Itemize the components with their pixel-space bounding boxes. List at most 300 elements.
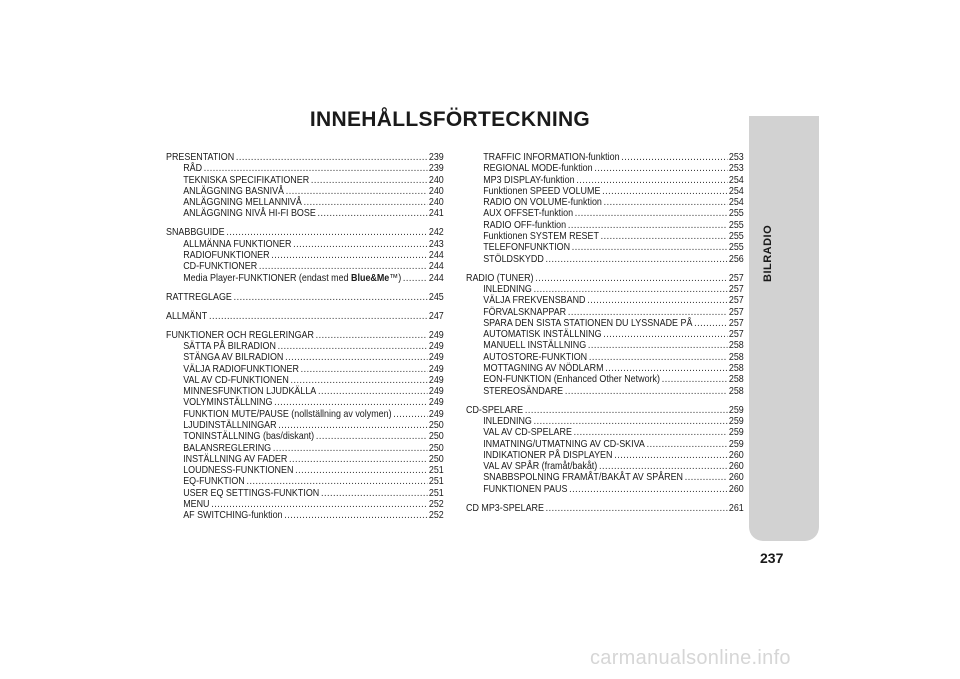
toc-entry-text: EQ-FUNKTION [183, 476, 245, 488]
toc-entry-text: TRAFFIC INFORMATION-funktion [483, 152, 620, 163]
toc-entry-text: VAL AV SPÅR (framåt/bakåt) [483, 461, 598, 473]
toc-entry[interactable] [166, 510, 444, 521]
toc-entry-text: VAL AV CD-SPELARE [483, 427, 572, 439]
toc-entry-text: AF SWITCHING-funktion [183, 510, 283, 522]
toc-entry[interactable] [166, 352, 444, 363]
toc-leader-dots [587, 295, 727, 306]
toc-gap [466, 397, 744, 405]
toc-entry-page: 255 [728, 242, 744, 254]
toc-leader-dots [289, 454, 427, 465]
toc-entry-text: STEREOSÄNDARE [483, 385, 564, 397]
toc-entry-label [183, 273, 401, 284]
toc-entry-page: 250 [428, 419, 444, 431]
toc-entry-text: CD-SPELARE [466, 404, 524, 416]
toc-entry-label [183, 476, 245, 487]
page-number: 237 [760, 550, 784, 566]
toc-entry[interactable] [466, 273, 744, 284]
toc-entry-text: INSTÄLLNING AV FADER [183, 453, 288, 465]
toc-entry[interactable] [466, 197, 744, 208]
toc-entry-page: 259 [728, 415, 744, 427]
toc-entry-page: 257 [728, 295, 744, 307]
toc-entry-text: MENU [183, 499, 210, 511]
toc-leader-dots [599, 461, 727, 472]
toc-leader-dots [525, 405, 727, 416]
toc-leader-dots [278, 341, 428, 352]
page-title: INNEHÅLLSFÖRTECKNING [309, 108, 591, 131]
toc-entry-text: TONINSTÄLLNING (bas/diskant) [183, 431, 315, 443]
toc-entry-text: RADIO OFF-funktion [483, 219, 567, 231]
toc-entry[interactable] [466, 295, 744, 306]
toc-entry-text: VAL AV CD-FUNKTIONEN [183, 374, 289, 386]
toc-entry[interactable] [166, 152, 444, 163]
toc-entry-text: SNABBGUIDE [166, 227, 225, 239]
toc-entry-page: 259 [728, 427, 744, 439]
toc-entry-page: 258 [728, 363, 744, 375]
toc-entry-label [183, 197, 302, 208]
toc-leader-dots [534, 284, 728, 295]
toc-entry[interactable] [466, 405, 744, 416]
toc-entry-text: PRESENTATION [166, 152, 235, 163]
toc-entry-label [183, 208, 316, 219]
toc-entry-page: 250 [428, 442, 444, 454]
toc-entry-page: 249 [428, 363, 444, 375]
toc-entry[interactable] [166, 273, 444, 284]
toc-entry[interactable] [166, 488, 444, 499]
toc-entry-page: 251 [428, 465, 444, 477]
toc-leader-dots [605, 363, 727, 374]
toc-entry-label [483, 220, 566, 231]
toc-leader-dots [546, 503, 727, 514]
toc-entry[interactable] [466, 208, 744, 219]
toc-entry[interactable] [166, 175, 444, 186]
toc-leader-dots [614, 450, 727, 461]
toc-entry-label [483, 363, 603, 374]
toc-leader-dots [318, 386, 427, 397]
toc-entry-label [483, 318, 692, 329]
toc-entry[interactable] [466, 416, 744, 427]
toc-entry-label [483, 329, 601, 340]
toc-entry-suffix: ™) [389, 272, 402, 284]
toc-entry-label [183, 364, 299, 375]
toc-entry-label [483, 186, 600, 197]
toc-entry[interactable] [466, 152, 744, 163]
toc-leader-dots [576, 175, 727, 186]
toc-entry[interactable] [466, 340, 744, 351]
toc-entry[interactable] [466, 427, 744, 438]
toc-entry-label [483, 450, 612, 461]
toc-leader-dots [574, 427, 727, 438]
toc-entry-page: 251 [428, 476, 444, 488]
toc-entry-page: 257 [728, 317, 744, 329]
toc-entry-text: RADIO (TUNER) [466, 272, 534, 284]
toc-entry-text: ALLMÄNT [166, 310, 208, 322]
toc-entry-page: 249 [428, 329, 444, 341]
toc-entry[interactable] [466, 231, 744, 242]
section-tab [749, 116, 819, 541]
toc-entry-label [466, 273, 534, 284]
toc-entry[interactable] [166, 364, 444, 375]
toc-entry-text: FÖRVALSKNAPPAR [483, 306, 567, 318]
toc-entry-page: 258 [728, 351, 744, 363]
toc-entry[interactable] [466, 220, 744, 231]
toc-entry-label [466, 503, 544, 514]
toc-leader-dots [286, 186, 427, 197]
toc-entry[interactable] [466, 386, 744, 397]
toc-leader-dots [246, 476, 427, 487]
toc-entry[interactable] [166, 454, 444, 465]
toc-entry-label [483, 374, 660, 385]
toc-entry[interactable] [466, 374, 744, 385]
toc-entry-label [483, 284, 532, 295]
toc-leader-dots [534, 416, 728, 427]
toc-entry-label [166, 311, 207, 322]
toc-entry-text: STÄNGA AV BILRADION [183, 352, 284, 364]
toc-entry[interactable] [466, 503, 744, 514]
toc-entry-text: INDIKATIONER PÅ DISPLAYEN [483, 449, 613, 461]
toc-leader-dots [316, 330, 427, 341]
toc-gap [466, 265, 744, 273]
toc-entry-page: 259 [728, 404, 744, 416]
toc-entry-page: 257 [728, 306, 744, 318]
toc-entry-text: AUX OFFSET-funktion [483, 208, 574, 220]
toc-entry-text: AUTOMATISK INSTÄLLNING [483, 329, 602, 341]
toc-entry-page: 260 [728, 461, 744, 473]
toc-entry-page: 258 [728, 340, 744, 352]
toc-entry-text: SPARA DEN SISTA STATIONEN DU LYSSNADE PÅ [483, 317, 693, 329]
toc-entry-page: 244 [428, 261, 444, 273]
toc-entry[interactable] [466, 284, 744, 295]
toc-leader-dots [293, 239, 427, 250]
toc-entry-text: USER EQ SETTINGS-FUNKTION [183, 487, 320, 499]
toc-entry-page: 253 [728, 152, 744, 163]
toc-entry-label [483, 386, 563, 397]
toc-entry-page: 250 [428, 453, 444, 465]
toc-entry-page: 259 [728, 438, 744, 450]
toc-entry-label [483, 461, 597, 472]
toc-leader-dots [311, 175, 427, 186]
toc-gap [466, 495, 744, 503]
toc-entry-brand: Blue&Me [351, 272, 390, 284]
toc-entry-label [183, 510, 282, 521]
toc-entry-text: Media Player-FUNKTIONER (endast med [183, 272, 352, 284]
toc-entry[interactable] [166, 420, 444, 431]
toc-entry-label [466, 405, 523, 416]
toc-entry[interactable] [166, 431, 444, 442]
toc-entry-page: 261 [728, 502, 744, 514]
toc-leader-dots [316, 431, 427, 442]
toc-entry-label [183, 465, 293, 476]
toc-entry[interactable] [166, 341, 444, 352]
toc-entry-text: FUNKTIONEN PAUS [483, 483, 568, 495]
toc-leader-dots [271, 250, 427, 261]
toc-leader-dots [403, 273, 427, 284]
toc-entry-label [483, 197, 602, 208]
toc-entry-page: 240 [428, 174, 444, 186]
toc-entry-page: 254 [728, 174, 744, 186]
toc-entry-label [483, 484, 567, 495]
toc-entry-label [183, 443, 271, 454]
toc-leader-dots [588, 340, 727, 351]
toc-entry-text: SÄTTA PÅ BILRADION [183, 340, 276, 352]
toc-leader-dots [321, 488, 427, 499]
toc-entry-text: VÄLJA RADIOFUNKTIONER [183, 363, 299, 375]
toc-leader-dots [273, 443, 427, 454]
toc-leader-dots [393, 409, 427, 420]
toc-entry-page: 258 [728, 374, 744, 386]
toc-leader-dots [278, 420, 427, 431]
toc-entry-page: 260 [728, 449, 744, 461]
toc-entry-label [166, 292, 232, 303]
watermark: carmanualsonline.info [590, 647, 791, 669]
toc-entry-page: 249 [428, 408, 444, 420]
toc-entry-page: 260 [728, 472, 744, 484]
toc-entry[interactable] [166, 443, 444, 454]
toc-leader-dots [295, 465, 427, 476]
toc-entry-text: RATTREGLAGE [166, 291, 232, 303]
toc-leader-dots [572, 242, 727, 253]
toc-entry-text: EON-FUNKTION (Enhanced Other Network) [483, 374, 660, 386]
toc-entry[interactable] [166, 499, 444, 510]
toc-entry-text: MOTTAGNING AV NÖDLARM [483, 363, 604, 375]
toc-entry[interactable] [166, 375, 444, 386]
toc-entry-page: 249 [428, 340, 444, 352]
toc-entry[interactable] [166, 409, 444, 420]
toc-leader-dots [236, 152, 427, 163]
toc-entry-label [166, 227, 225, 238]
toc-entry-text: ANLÄGGNING MELLANNIVÅ [183, 197, 302, 209]
toc-entry-page: 257 [728, 329, 744, 341]
toc-entry-page: 249 [428, 352, 444, 364]
toc-entry-label [483, 427, 572, 438]
toc-entry-text: BALANSREGLERING [183, 442, 272, 454]
toc-entry-label [483, 242, 570, 253]
toc-entry[interactable] [466, 186, 744, 197]
toc-entry-page: 240 [428, 197, 444, 209]
toc-entry-text: INMATNING/UTMATNING AV CD-SKIVA [483, 438, 645, 450]
toc-leader-dots [204, 163, 427, 174]
toc-entry[interactable] [166, 197, 444, 208]
toc-entry-page: 241 [428, 208, 444, 220]
toc-entry-page: 260 [728, 483, 744, 495]
toc-leader-dots [317, 208, 427, 219]
toc-entry-page: 252 [428, 510, 444, 522]
toc-leader-dots [685, 472, 727, 483]
toc-entry-label [483, 175, 574, 186]
toc-entry-page: 255 [728, 231, 744, 243]
toc-entry-text: STÖLDSKYDD [483, 253, 544, 265]
toc-entry-label [183, 454, 287, 465]
toc-entry-page: 258 [728, 385, 744, 397]
toc-entry-text: VOLYMINSTÄLLNING [183, 397, 273, 409]
toc-leader-dots [211, 499, 427, 510]
toc-entry-page: 257 [728, 283, 744, 295]
toc-leader-dots [259, 261, 427, 272]
toc-entry-label [183, 420, 276, 431]
toc-entry[interactable] [166, 386, 444, 397]
toc-entry[interactable] [466, 450, 744, 461]
toc-entry[interactable] [466, 318, 744, 329]
toc-leader-dots [594, 163, 727, 174]
toc-entry[interactable] [166, 163, 444, 174]
toc-entry-text: RADIOFUNKTIONER [183, 250, 270, 262]
toc-entry-label [183, 409, 391, 420]
toc-entry[interactable] [166, 330, 444, 341]
toc-entry-text: INLEDNING [483, 283, 532, 295]
toc-entry-text: LJUDINSTÄLLNINGAR [183, 419, 277, 431]
toc-entry[interactable] [166, 397, 444, 408]
toc-entry-label [483, 152, 619, 163]
toc-entry-text: ANLÄGGNING BASNIVÅ [183, 185, 285, 197]
toc-leader-dots [284, 510, 427, 521]
toc-entry[interactable] [466, 307, 744, 318]
toc-entry-label [183, 397, 272, 408]
toc-entry-label [183, 261, 257, 272]
toc-entry-page: 240 [428, 185, 444, 197]
toc-entry[interactable] [166, 227, 444, 238]
toc-entry-label [183, 352, 283, 363]
toc-entry-text: ANLÄGGNING NIVÅ HI-FI BOSE [183, 208, 316, 220]
toc-entry-page: 256 [728, 253, 744, 265]
toc-entry-label [483, 472, 683, 483]
toc-entry-page: 243 [428, 238, 444, 250]
toc-entry[interactable] [466, 439, 744, 450]
toc-entry-label [183, 186, 284, 197]
toc-entry-label [483, 352, 587, 363]
toc-entry-label [483, 307, 566, 318]
toc-entry[interactable] [166, 250, 444, 261]
toc-entry-page: 244 [428, 272, 444, 284]
toc-entry-label [183, 175, 309, 186]
toc-leader-dots [304, 197, 428, 208]
toc-leader-dots [603, 329, 727, 340]
toc-entry-page: 244 [428, 250, 444, 262]
toc-entry-text: MP3 DISPLAY-funktion [483, 174, 575, 186]
toc-leader-dots [662, 374, 727, 385]
toc-entry-text: FUNKTION MUTE/PAUSE (nollställning av volymen) [183, 408, 392, 420]
toc-entry[interactable] [466, 352, 744, 363]
toc-entry-text: FUNKTIONER OCH REGLERINGAR [166, 329, 314, 341]
toc-entry-label [483, 295, 585, 306]
toc-entry-page: 239 [428, 163, 444, 175]
toc-entry-label [166, 330, 314, 341]
toc-leader-dots [604, 197, 728, 208]
section-tab-label: BILRADIO [762, 224, 774, 282]
toc-entry[interactable] [466, 175, 744, 186]
toc-leader-dots [602, 186, 727, 197]
toc-entry-page: 254 [728, 185, 744, 197]
toc-leader-dots [209, 311, 427, 322]
toc-column-right [466, 152, 744, 514]
toc-entry-label [183, 499, 209, 510]
toc-entry-label [166, 152, 234, 163]
toc-leader-dots [575, 208, 727, 219]
toc-entry-text: SNABBSPOLNING FRAMÅT/BAKÅT AV SPÅREN [483, 472, 683, 484]
toc-entry-page: 249 [428, 397, 444, 409]
toc-entry-page: 254 [728, 197, 744, 209]
toc-entry-label [483, 231, 599, 242]
toc-leader-dots [285, 352, 427, 363]
toc-entry-text: REGIONAL MODE-funktion [483, 163, 593, 175]
toc-entry-label [483, 439, 645, 450]
toc-entry[interactable] [166, 208, 444, 219]
toc-entry-text: Funktionen SYSTEM RESET [483, 231, 599, 243]
toc-entry-page: 255 [728, 219, 744, 231]
toc-entry[interactable] [166, 465, 444, 476]
toc-entry-page: 250 [428, 431, 444, 443]
toc-entry-label [183, 341, 276, 352]
toc-entry[interactable] [466, 242, 744, 253]
toc-entry-label [183, 239, 291, 250]
toc-entry-text: VÄLJA FREKVENSBAND [483, 295, 586, 307]
toc-entry-text: TELEFONFUNKTION [483, 242, 571, 254]
toc-leader-dots [535, 273, 727, 284]
toc-entry[interactable] [166, 292, 444, 303]
toc-leader-dots [234, 292, 428, 303]
toc-leader-dots [546, 254, 728, 265]
toc-entry-text: TEKNISKA SPECIFIKATIONER [183, 174, 310, 186]
toc-entry-page: 251 [428, 487, 444, 499]
toc-entry-text: MINNESFUNKTION LJUDKÄLLA [183, 386, 317, 398]
toc-entry[interactable] [466, 363, 744, 374]
toc-leader-dots [301, 364, 428, 375]
toc-entry-label [183, 431, 314, 442]
toc-entry-page: 253 [728, 163, 744, 175]
toc-entry-text: CD-FUNKTIONER [183, 261, 258, 273]
toc-leader-dots [601, 231, 728, 242]
toc-entry-text: INLEDNING [483, 415, 532, 427]
toc-entry[interactable] [466, 484, 744, 495]
toc-gap [166, 284, 444, 292]
toc-entry[interactable] [466, 461, 744, 472]
toc-entry-page: 239 [428, 152, 444, 163]
toc-entry-page: 245 [428, 291, 444, 303]
toc-entry-page: 249 [428, 386, 444, 398]
toc-entry-text: MANUELL INSTÄLLNING [483, 340, 587, 352]
toc-entry-page: 242 [428, 227, 444, 239]
toc-leader-dots [647, 439, 728, 450]
toc-entry-label [483, 340, 586, 351]
toc-leader-dots [569, 484, 727, 495]
toc-entry-label [183, 163, 202, 174]
toc-entry[interactable] [166, 239, 444, 250]
toc-leader-dots [568, 307, 727, 318]
toc-entry[interactable] [466, 254, 744, 265]
toc-entry-page: 249 [428, 374, 444, 386]
toc-leader-dots [291, 375, 428, 386]
toc-leader-dots [226, 227, 427, 238]
toc-gap [166, 303, 444, 311]
toc-entry[interactable] [466, 163, 744, 174]
toc-entry[interactable] [166, 186, 444, 197]
toc-entry-label [183, 488, 319, 499]
toc-leader-dots [589, 352, 727, 363]
toc-entry-label [183, 250, 269, 261]
toc-entry-label [183, 386, 316, 397]
toc-entry[interactable] [166, 311, 444, 322]
toc-leader-dots [565, 386, 727, 397]
toc-entry[interactable] [166, 261, 444, 272]
toc-column-left [166, 152, 444, 522]
toc-entry-page: 247 [428, 310, 444, 322]
toc-entry[interactable] [166, 476, 444, 487]
toc-entry[interactable] [466, 472, 744, 483]
toc-leader-dots [274, 397, 427, 408]
toc-entry-label [483, 416, 532, 427]
toc-entry[interactable] [466, 329, 744, 340]
toc-gap [166, 220, 444, 228]
toc-gap [166, 322, 444, 330]
toc-entry-text: RÅD [183, 163, 203, 175]
